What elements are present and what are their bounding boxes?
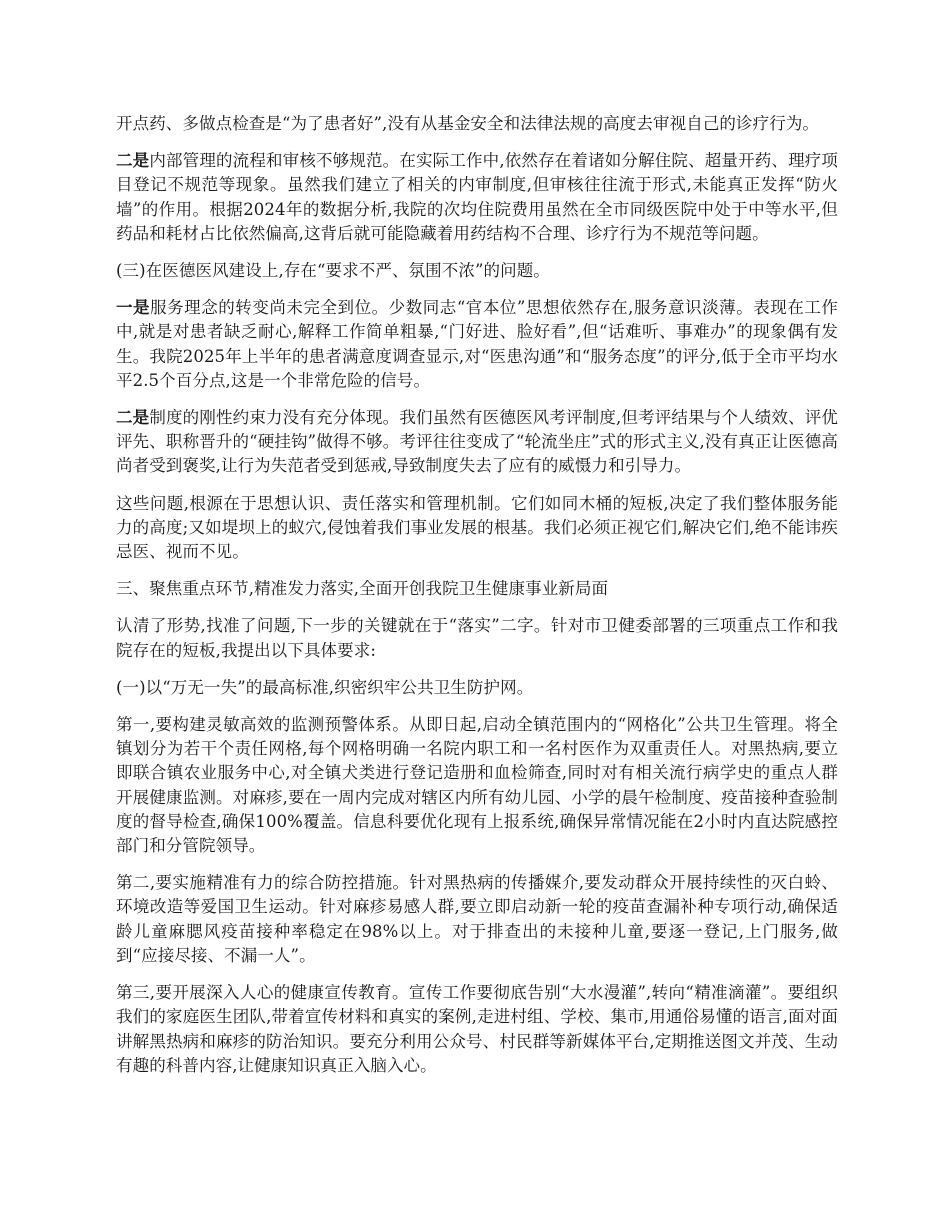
paragraph-text: 服务理念的转变尚未完全到位。少数同志“官本位”思想依然存在,服务意识淡薄。表现在工作中,就是对患者缺乏耐心,解释工作简单粗暴,“门好进、脸好看”,但“话难听、事难办”的现象偶有发生。我院2025年上半年的患者满意度调查显示,对“医患沟通”和“服务态度”的评分,低于全市平均水平2.5个百分点,这是一个非常危险的信号。 (116, 298, 838, 390)
paragraph-10 (116, 713, 838, 858)
paragraph-6 (116, 492, 838, 565)
paragraph-12 (116, 981, 838, 1078)
paragraph-5 (116, 406, 838, 479)
paragraph-text: 这些问题,根源在于思想认识、责任落实和管理机制。它们如同木桶的短板,决定了我们整体服务能力的高度;又如堤坝上的蚁穴,侵蚀着我们事业发展的根基。我们必须正视它们,解决它们,绝不能讳疾忌医、视而不见。 (116, 493, 838, 562)
section-heading-3 (116, 259, 838, 283)
paragraph-text: 制度的刚性约束力没有充分体现。我们虽然有医德医风考评制度,但考评结果与个人绩效、评优评先、职称晋升的“硬挂钩”做得不够。考评往往变成了“轮流坐庄”式的形式主义,没有真正让医德高尚者受到褒奖,让行为失范者受到惩戒,导致制度失去了应有的威慑力和引导力。 (116, 408, 838, 476)
paragraph-2 (116, 149, 838, 246)
section-heading-7 (116, 577, 838, 601)
paragraph-text: 第一,要构建灵敏高效的监测预警体系。从即日起,启动全镇范围内的“网格化”公共卫生管理。将全镇划分为若干个责任网格,每个网格明确一名院内职工和一名村医作为双重责任人。对黑热病,要立即联合镇农业服务中心,对全镇犬类进行登记造册和血检筛查,同时对有相关流行病学史的重点人群开展健康监测。对麻疹,要在一周内完成对辖区内所有幼儿园、小学的晨午检制度、疫苗接种查验制度的督导检查,确保100%覆盖。信息科要优化现有上报系统,确保异常情况能在2小时内直达院感控部门和分管院领导。 (116, 715, 838, 856)
section-heading-9 (116, 676, 838, 700)
paragraph-lead: 二是 (116, 151, 150, 171)
paragraph-text: 内部管理的流程和审核不够规范。在实际工作中,依然存在着诸如分解住院、超量开药、理疗项目登记不规范等现象。虽然我们建立了相关的内审制度,但审核往往流于形式,未能真正发挥“防火墙”的作用。根据2024年的数据分析,我院的次均住院费用虽然在全市同级医院中处于中等水平,但药品和耗材占比依然偏高,这背后就可能隐藏着用药结构不合理、诊疗行为不规范等问题。 (116, 151, 838, 243)
paragraph-text: 开点药、多做点检查是“为了患者好”,没有从基金安全和法律法规的高度去审视自己的诊疗行为。 (116, 114, 820, 133)
paragraph-11 (116, 871, 838, 968)
paragraph-text: (一)以“万无一失”的最高标准,织密织牢公共卫生防护网。 (116, 677, 534, 697)
paragraph-1 (116, 112, 838, 136)
paragraph-lead: 二是 (116, 408, 150, 428)
paragraph-text: 认清了形势,找准了问题,下一步的关键就在于“落实”二字。针对市卫健委部署的三项重点工作和我院存在的短板,我提出以下具体要求: (116, 616, 838, 660)
paragraph-text: 第二,要实施精准有力的综合防控措施。针对黑热病的传播媒介,要发动群众开展持续性的灭白蛉、环境改造等爱国卫生运动。针对麻疹易感人群,要立即启动新一轮的疫苗查漏补种专项行动,确保适龄儿童麻腮风疫苗接种率稳定在98%以上。对于排查出的未接种儿童,要逐一登记,上门服务,做到“应接尽接、不漏一人”。 (116, 873, 838, 965)
paragraph-8 (116, 614, 838, 662)
paragraph-4 (116, 296, 838, 393)
paragraph-text: (三)在医德医风建设上,存在“要求不严、氛围不浓”的问题。 (116, 261, 550, 281)
paragraph-text: 第三,要开展深入人心的健康宣传教育。宣传工作要彻底告别“大水漫灌”,转向“精准滴灌”。要组织我们的家庭医生团队,带着宣传材料和真实的案例,走进村组、学校、集市,用通俗易懂的语言,面对面讲解黑热病和麻疹的防治知识。要充分利用公众号、村民群等新媒体平台,定期推送图文并茂、生动有趣的科普内容,让健康知识真正入脑入心。 (116, 983, 838, 1075)
paragraph-lead: 一是 (116, 298, 151, 318)
paragraph-text: 三、聚焦重点环节,精准发力落实,全面开创我院卫生健康事业新局面 (116, 579, 609, 599)
document-body (116, 112, 838, 1091)
